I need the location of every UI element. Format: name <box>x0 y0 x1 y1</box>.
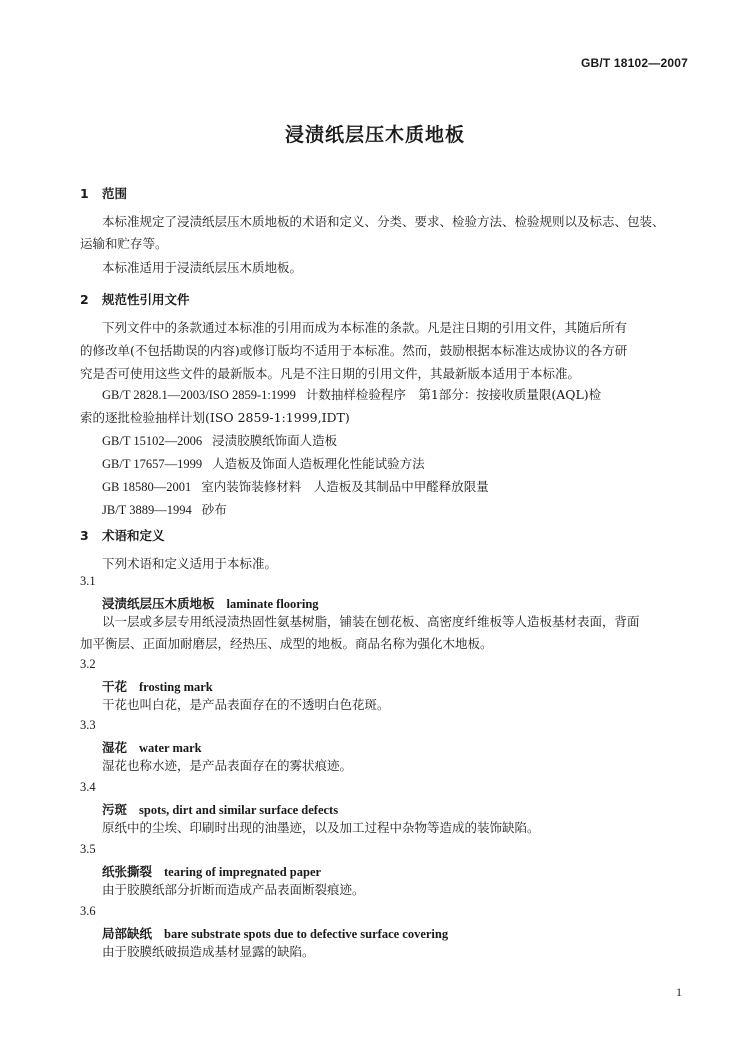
reference-item <box>102 477 489 497</box>
section-2-title: 规范性引用文件 <box>102 292 190 307</box>
term-heading <box>102 862 321 880</box>
reference-title: 计数抽样检验程序 第1部分：按接收质量限(AQL)检 <box>305 387 602 402</box>
term-heading <box>102 800 338 818</box>
term-heading <box>102 594 319 612</box>
section-1-paragraph: 本标准适用于浸渍纸层压木质地板。 <box>102 260 303 275</box>
section-1-number: 1 <box>80 186 89 201</box>
reference-code: GB/T 2828.1—2003/ISO 2859-1:1999 <box>102 388 296 402</box>
section-1-paragraph-line: 本标准规定了浸渍纸层压木质地板的术语和定义、分类、要求、检验方法、检验规则以及标志、包装、 <box>102 214 665 229</box>
section-1-title: 范围 <box>102 186 128 201</box>
term-chinese: 纸张撕裂 <box>102 864 153 879</box>
section-2-paragraph-line: 的修改单(不包括勘误的内容)或修订版均不适用于本标准。然而，鼓励根据本标准达成协议的各方研 <box>80 343 628 358</box>
section-3-heading <box>80 526 165 544</box>
reference-title-continued: 索的逐批检验抽样计划(ISO 2859-1:1999,IDT) <box>80 410 350 425</box>
term-chinese: 干花 <box>102 679 128 694</box>
standard-code: GB/T 18102—2007 <box>580 56 688 70</box>
section-2-paragraph-line: 究是否可使用这些文件的最新版本。凡是不注日期的引用文件，其最新版本适用于本标准。 <box>80 366 581 381</box>
term-english: spots, dirt and similar surface defects <box>139 803 339 817</box>
term-english: laminate flooring <box>226 597 319 611</box>
term-heading <box>102 924 448 942</box>
reference-item <box>102 454 425 474</box>
term-definition-line: 原纸中的尘埃、印刷时出现的油墨迹，以及加工过程中杂物等造成的装饰缺陷。 <box>102 820 540 835</box>
term-english: frosting mark <box>139 680 213 694</box>
section-2-heading <box>80 290 190 308</box>
section-1-paragraph-line: 运输和贮存等。 <box>80 236 168 251</box>
term-number: 3.4 <box>80 780 96 794</box>
section-1-heading <box>80 184 127 202</box>
section-3-number: 3 <box>80 528 89 543</box>
term-english: tearing of impregnated paper <box>164 865 322 879</box>
term-number: 3.3 <box>80 718 96 732</box>
term-heading <box>102 738 202 756</box>
term-definition-line: 由于胶膜纸部分折断而造成产品表面断裂痕迹。 <box>102 882 365 897</box>
reference-title: 浸渍胶膜纸饰面人造板 <box>212 433 338 448</box>
term-definition-line: 湿花也称水迹，是产品表面存在的雾状痕迹。 <box>102 758 353 773</box>
reference-item <box>102 500 227 520</box>
section-2-paragraph-line: 下列文件中的条款通过本标准的引用而成为本标准的条款。凡是注日期的引用文件，其随后所有 <box>102 320 628 335</box>
term-definition-line: 加平衡层、正面加耐磨层，经热压、成型的地板。商品名称为强化木地板。 <box>80 636 493 651</box>
reference-code: GB/T 17657—1999 <box>102 457 203 471</box>
reference-title: 室内装饰装修材料 人造板及其制品中甲醛释放限量 <box>201 479 489 494</box>
term-number: 3.1 <box>80 574 96 588</box>
term-english: bare substrate spots due to defective surface covering <box>164 927 449 941</box>
page-number: 1 <box>676 985 682 999</box>
reference-code: GB 18580—2001 <box>102 480 192 494</box>
reference-code: GB/T 15102—2006 <box>102 434 203 448</box>
term-chinese: 湿花 <box>102 740 128 755</box>
term-definition-line: 由于胶膜纸破损造成基材显露的缺陷。 <box>102 944 315 959</box>
term-definition-line: 干花也叫白花，是产品表面存在的不透明白色花斑。 <box>102 697 390 712</box>
term-number: 3.5 <box>80 842 96 856</box>
term-number: 3.2 <box>80 657 96 671</box>
term-english: water mark <box>139 741 202 755</box>
reference-title: 人造板及饰面人造板理化性能试验方法 <box>212 456 425 471</box>
reference-item <box>102 431 337 451</box>
section-3-title: 术语和定义 <box>102 528 165 543</box>
term-chinese: 局部缺纸 <box>102 926 153 941</box>
section-2-number: 2 <box>80 292 89 307</box>
reference-item <box>102 385 601 405</box>
reference-code: JB/T 3889—1994 <box>102 503 192 517</box>
term-chinese: 污斑 <box>102 802 128 817</box>
term-number: 3.6 <box>80 904 96 918</box>
term-definition-line: 以一层或多层专用纸浸渍热固性氨基树脂，铺装在刨花板、高密度纤维板等人造板基材表面，背面 <box>102 614 640 629</box>
term-heading <box>102 677 213 695</box>
section-3-intro: 下列术语和定义适用于本标准。 <box>102 556 278 571</box>
reference-title: 砂布 <box>201 502 227 517</box>
term-chinese: 浸渍纸层压木质地板 <box>102 596 215 611</box>
document-title: 浸渍纸层压木质地板 <box>284 124 465 146</box>
